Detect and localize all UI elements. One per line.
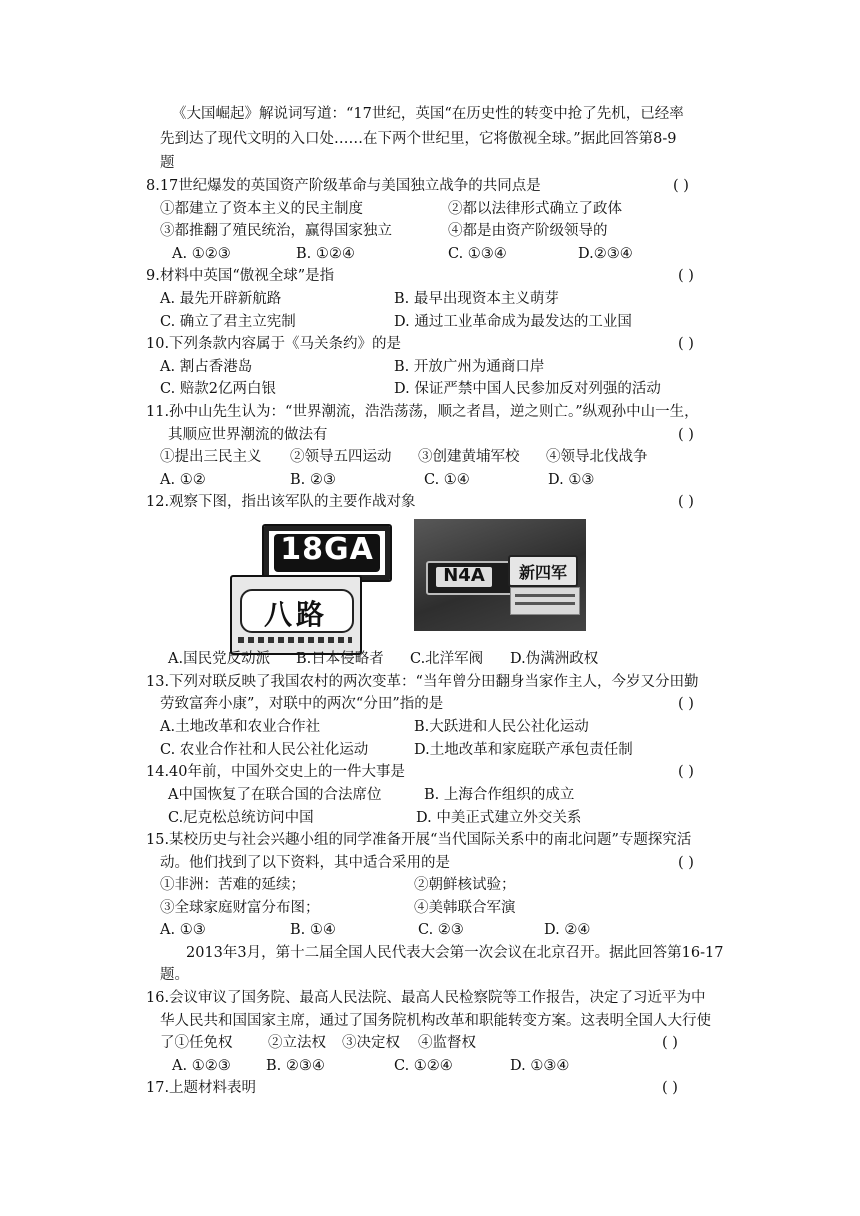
q13-answer-paren: ( ) bbox=[678, 696, 694, 712]
q8-option-c: C. ①③④ bbox=[448, 246, 507, 262]
badge-18ga bbox=[262, 524, 392, 582]
q9-option-d: D. 通过工业革命成为最发达的工业国 bbox=[394, 314, 632, 330]
q11-statement-2: ②领导五四运动 bbox=[290, 449, 392, 465]
q15-statement-2: ②朝鲜核试验； bbox=[414, 877, 516, 893]
q15-statement-4: ④美韩联合军演 bbox=[414, 900, 516, 916]
q15-stem-line2: 动。他们找到了以下资料，其中适合采用的是 bbox=[160, 855, 450, 871]
q13-option-b: B.大跃进和人民公社化运动 bbox=[414, 719, 589, 735]
intro-8-9-line1: 《大国崛起》解说词写道：“17世纪，英国“在历史性的转变中抢了先机，已经率 bbox=[172, 106, 684, 122]
q8-statement-4: ④都是由资产阶级领导的 bbox=[448, 223, 608, 239]
q12-option-c: C.北洋军阀 bbox=[410, 651, 484, 667]
q16-stem-line3-b: ②立法权 bbox=[268, 1035, 326, 1051]
badge-18ga-label: 18GA bbox=[280, 532, 374, 567]
q16-option-a: A. ①②③ bbox=[172, 1058, 231, 1074]
q14-stem: 14.40年前，中国外交史上的一件大事是 bbox=[146, 764, 406, 780]
q15-option-c: C. ②③ bbox=[418, 922, 464, 938]
q11-option-b: B. ②③ bbox=[290, 472, 336, 488]
q15-option-d: D. ②④ bbox=[544, 922, 591, 938]
q14-option-b: B. 上海合作组织的成立 bbox=[424, 787, 575, 803]
q13-stem-line1: 13.下列对联反映了我国农村的两次变革：“当年曾分田翻身当家作主人，今岁又分田勤 bbox=[146, 674, 699, 690]
q16-stem-line2: 华人民共和国国家主席，通过了国务院机构改革和职能转变方案。这表明全国人大行使 bbox=[160, 1013, 711, 1029]
q10-stem: 10.下列条款内容属于《马关条约》的是 bbox=[146, 336, 402, 352]
q11-statement-4: ④领导北伐战争 bbox=[546, 449, 648, 465]
q16-stem-line3-c: ③决定权 bbox=[342, 1035, 400, 1051]
q9-answer-paren: ( ) bbox=[678, 268, 694, 284]
q15-stem-line1: 15.某校历史与社会兴趣小组的同学准备开展“当代国际关系中的南北问题”专题探究活 bbox=[146, 832, 692, 848]
q16-answer-paren: ( ) bbox=[662, 1035, 678, 1051]
q9-option-b: B. 最早出现资本主义萌芽 bbox=[394, 291, 559, 307]
q10-option-b: B. 开放广州为通商口岸 bbox=[394, 359, 545, 375]
q14-option-a: A中国恢复了在联合国的合法席位 bbox=[168, 787, 382, 803]
q16-option-c: C. ①②④ bbox=[394, 1058, 453, 1074]
q10-option-a: A. 割占香港岛 bbox=[160, 359, 253, 375]
intro-16-17-line2: 题。 bbox=[160, 967, 189, 983]
q9-stem: 9.材料中英国“傲视全球”是指 bbox=[146, 268, 335, 284]
q10-option-d: D. 保证严禁中国人民参加反对列强的活动 bbox=[394, 381, 661, 397]
q11-option-d: D. ①③ bbox=[548, 472, 595, 488]
eighth-route-army-badge-photo bbox=[228, 519, 400, 657]
q12-option-a: A.国民党反动派 bbox=[168, 651, 271, 667]
q15-statement-3: ③全球家庭财富分布图； bbox=[160, 900, 320, 916]
q8-statement-3: ③都推翻了殖民统治，赢得国家独立 bbox=[160, 223, 392, 239]
q11-statement-1: ①提出三民主义 bbox=[160, 449, 262, 465]
q17-answer-paren: ( ) bbox=[662, 1080, 678, 1096]
q16-option-b: B. ②③④ bbox=[266, 1058, 325, 1074]
intro-16-17-line1: 2013年3月，第十二届全国人民代表大会第一次会议在北京召开。据此回答第16-17 bbox=[186, 945, 724, 961]
q13-option-c: C. 农业合作社和人民公社化运动 bbox=[160, 742, 369, 758]
q12-option-b: B.日本侵略者 bbox=[296, 651, 384, 667]
q12-option-d: D.伪满洲政权 bbox=[510, 651, 599, 667]
q12-answer-paren: ( ) bbox=[678, 494, 694, 510]
q15-option-b: B. ①④ bbox=[290, 922, 336, 938]
q8-option-b: B. ①②④ bbox=[296, 246, 355, 262]
q14-option-d: D. 中美正式建立外交关系 bbox=[416, 810, 582, 826]
badge-balu bbox=[230, 575, 362, 655]
badge-balu-label: 八路 bbox=[263, 598, 328, 631]
q16-option-d: D. ①③④ bbox=[510, 1058, 570, 1074]
badge-xinsijun-label: 新四军 bbox=[518, 563, 567, 582]
q15-answer-paren: ( ) bbox=[678, 855, 694, 871]
q14-option-c: C.尼克松总统访问中国 bbox=[168, 810, 314, 826]
q10-answer-paren: ( ) bbox=[678, 336, 694, 352]
q16-stem-line3-d: ④监督权 bbox=[418, 1035, 476, 1051]
badge-n4a-label: N4A bbox=[443, 565, 485, 586]
badge-xinsijun bbox=[508, 555, 578, 587]
q12-stem: 12.观察下图，指出该军队的主要作战对象 bbox=[146, 494, 416, 510]
q11-option-c: C. ①④ bbox=[424, 472, 470, 488]
q10-option-c: C. 赔款2亿两白银 bbox=[160, 381, 277, 397]
q9-option-a: A. 最先开辟新航路 bbox=[160, 291, 282, 307]
q15-statement-1: ①非洲：苦难的延续； bbox=[160, 877, 305, 893]
q8-statement-1: ①都建立了资本主义的民主制度 bbox=[160, 201, 363, 217]
q11-answer-paren: ( ) bbox=[678, 427, 694, 443]
q16-stem-line3-a: 了①任免权 bbox=[160, 1035, 233, 1051]
q13-option-d: D.土地改革和家庭联产承包责任制 bbox=[414, 742, 633, 758]
q17-stem: 17.上题材料表明 bbox=[146, 1080, 257, 1096]
q11-statement-3: ③创建黄埔军校 bbox=[418, 449, 520, 465]
new-fourth-army-badge-photo bbox=[414, 519, 586, 631]
q11-stem-line1: 11.孙中山先生认为：“世界潮流，浩浩荡荡，顺之者昌，逆之则亡。”纵观孙中山一生， bbox=[146, 404, 699, 420]
q13-stem-line2: 劳致富奔小康”，对联中的两次“分田”指的是 bbox=[160, 696, 444, 712]
q16-stem-line1: 16.会议审议了国务院、最高人民法院、最高人民检察院等工作报告，决定了习近平为中 bbox=[146, 990, 706, 1006]
intro-8-9-line3: 题 bbox=[160, 155, 175, 171]
q8-answer-paren: ( ) bbox=[673, 178, 689, 194]
q8-stem: 8.17世纪爆发的英国资产阶级革命与美国独立战争的共同点是 bbox=[146, 178, 541, 194]
q11-option-a: A. ①② bbox=[160, 472, 206, 488]
q15-option-a: A. ①③ bbox=[160, 922, 206, 938]
q14-answer-paren: ( ) bbox=[678, 764, 694, 780]
q9-option-c: C. 确立了君主立宪制 bbox=[160, 314, 296, 330]
q8-option-a: A. ①②③ bbox=[172, 246, 231, 262]
q8-statement-2: ②都以法律形式确立了政体 bbox=[448, 201, 622, 217]
q8-option-d: D.②③④ bbox=[578, 246, 633, 262]
intro-8-9-line2: 先到达了现代文明的入口处……在下两个世纪里，它将傲视全球。”据此回答第8-9 bbox=[160, 131, 677, 147]
q11-stem-line2: 其顺应世界潮流的做法有 bbox=[168, 427, 328, 443]
q13-option-a: A.土地改革和农业合作社 bbox=[160, 719, 321, 735]
